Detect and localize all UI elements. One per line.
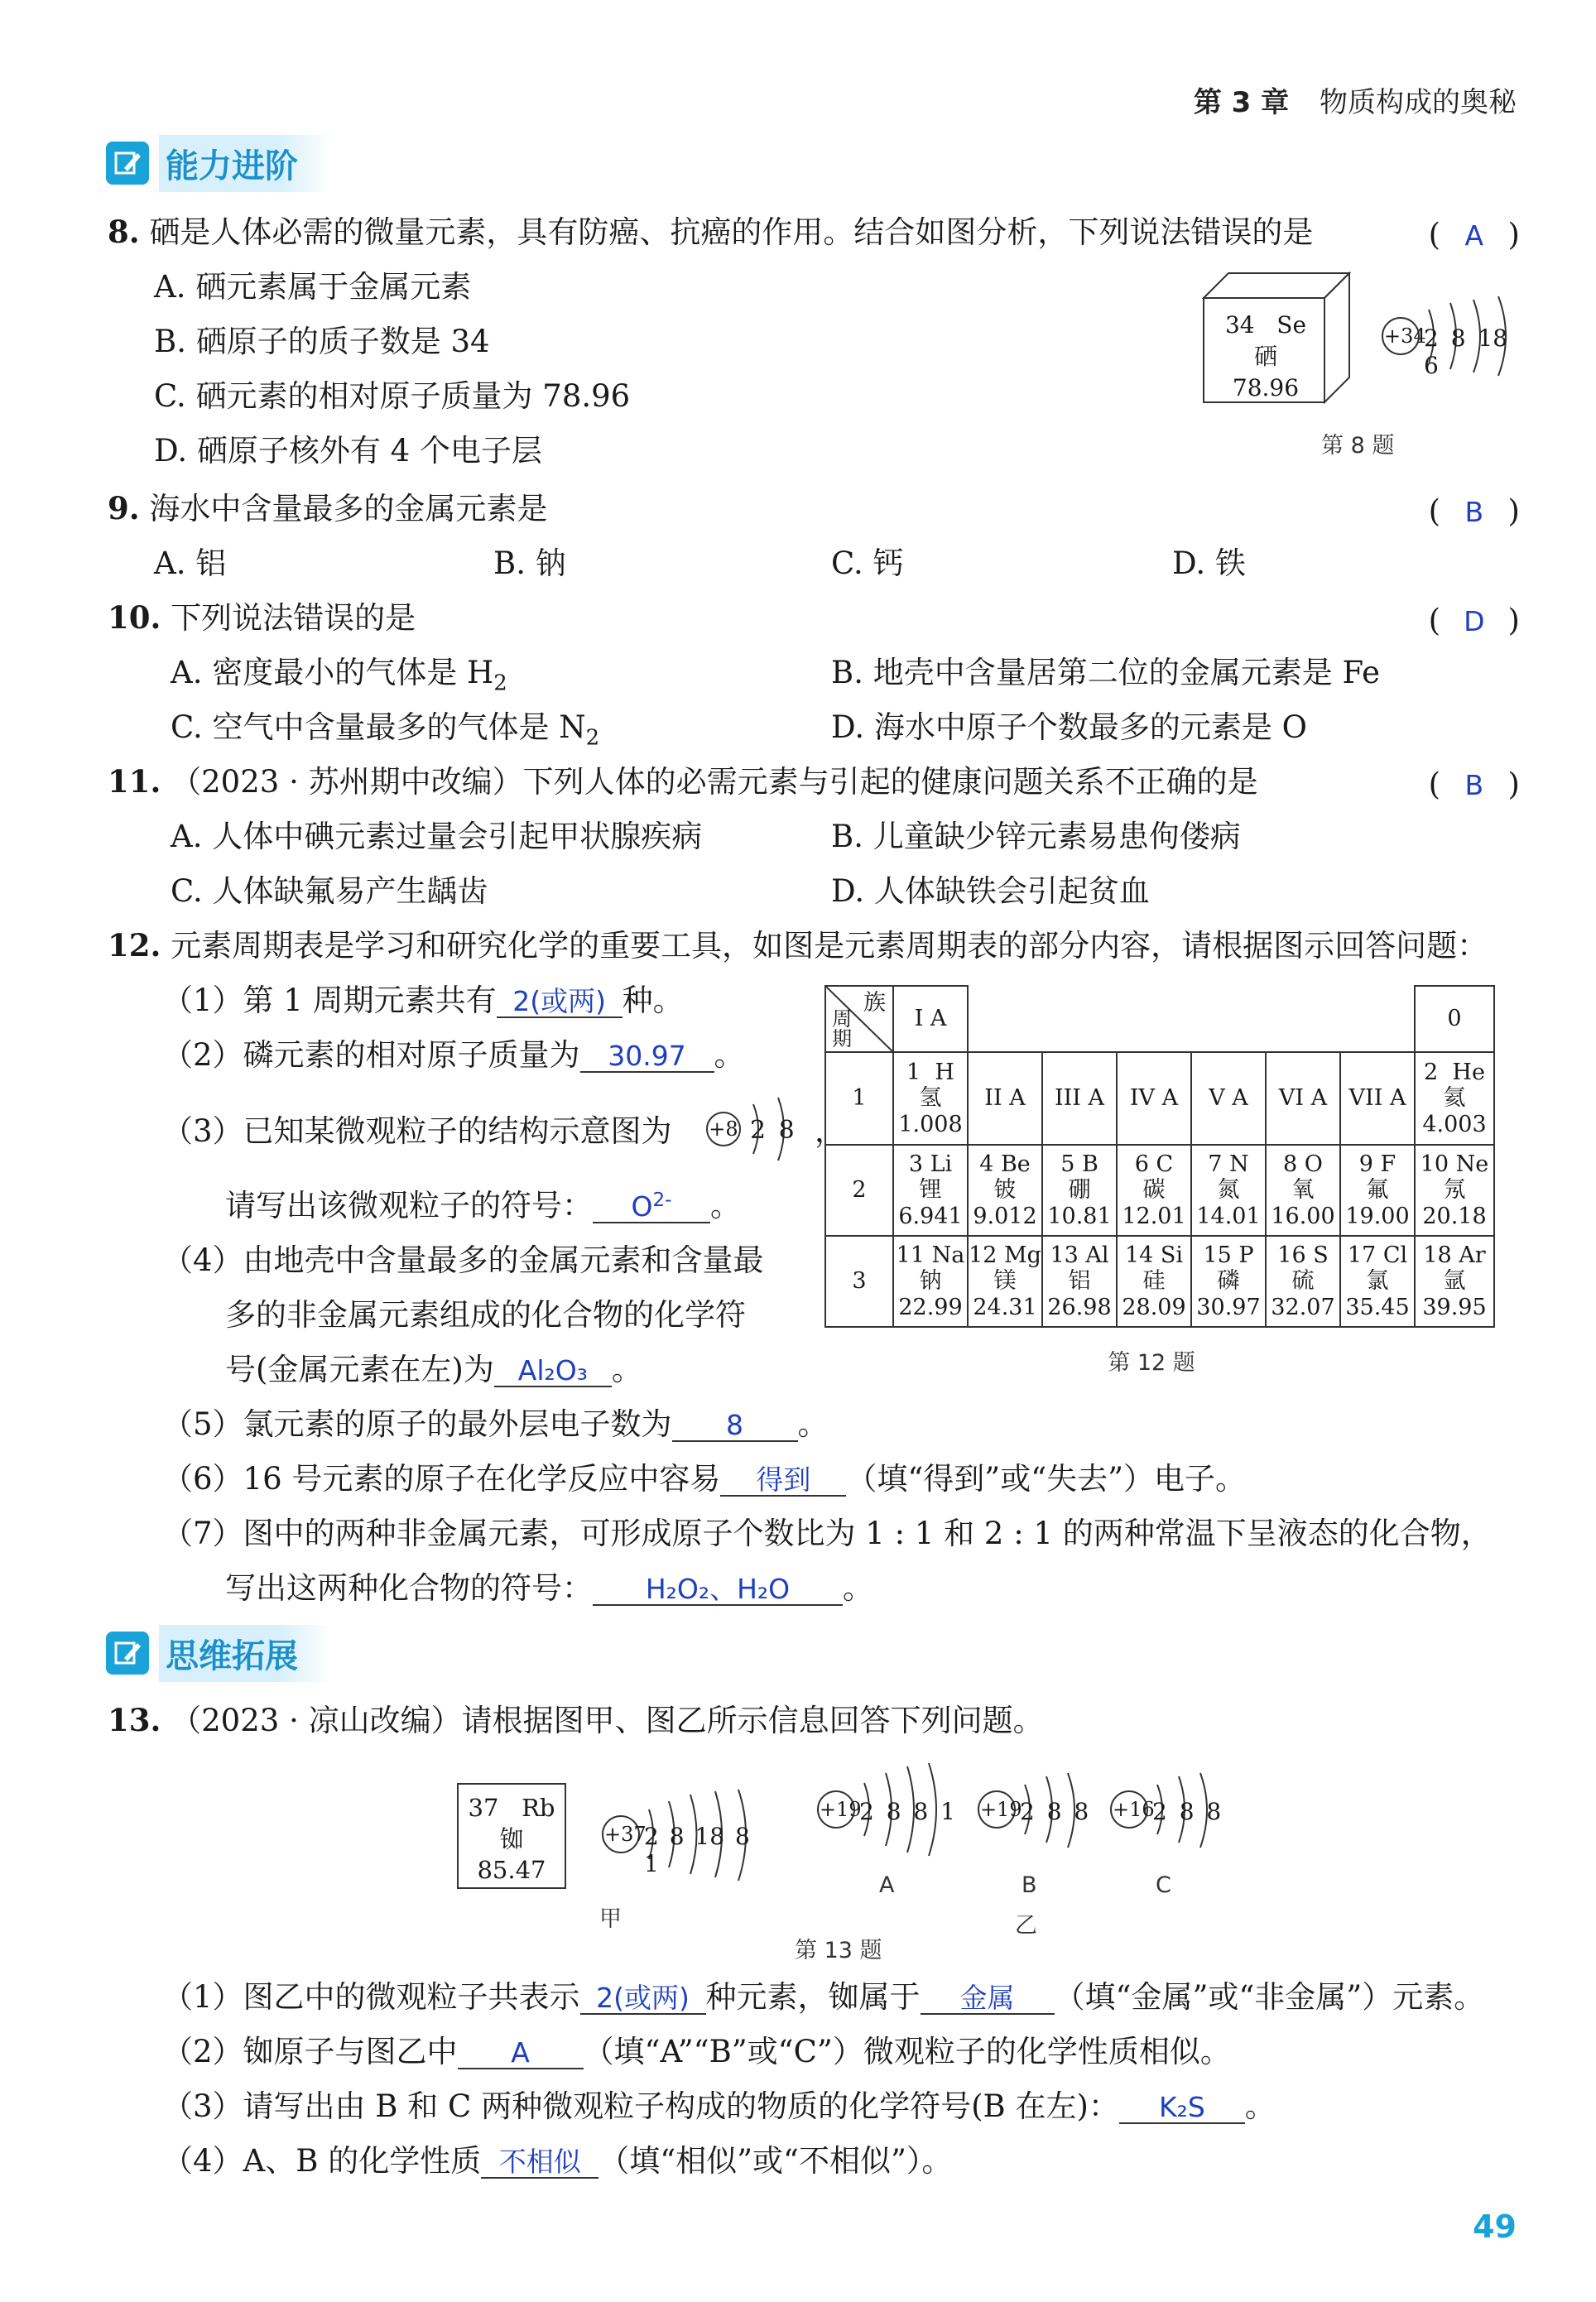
atomic-number: 34 [1224, 311, 1255, 339]
figure-caption: 第 13 题 [795, 1938, 882, 1963]
element-number-symbol: 15 P [1203, 1242, 1254, 1269]
element-mass: 1.008 [898, 1111, 963, 1137]
question-source: （2023 · 苏州期中改编） [171, 764, 523, 800]
question-source: （2023 · 凉山改编） [171, 1703, 462, 1738]
q12-part-5: （5）氯元素的原子的最外层电子数为 8 。 [162, 1406, 829, 1442]
element-number-symbol: 7 N [1208, 1151, 1249, 1178]
nucleus-charge: +8 [709, 1117, 738, 1141]
atomic-mass: 85.47 [477, 1856, 546, 1885]
element-name: 氟 [1366, 1177, 1389, 1204]
q12-part-4-line1: （4）由地壳中含量最多的金属元素和含量最 [162, 1242, 764, 1278]
figure-caption: 第 8 题 [1321, 433, 1395, 459]
period-label: 2 [825, 1145, 893, 1236]
group-header: III A [1042, 1052, 1117, 1145]
element-mass: 9.012 [973, 1203, 1037, 1229]
element-cell-cl [1340, 1236, 1415, 1327]
element-name: 硒 [1253, 342, 1277, 370]
element-mass: 35.45 [1345, 1294, 1410, 1320]
q13-part-1: （1）图乙中的微观粒子共表示 2(或两) 种元素，铷属于 金属 （填“金属”或“非金属”）元素。 [162, 1979, 1485, 2015]
nucleus-charge: +19 [820, 1798, 862, 1821]
particle-label: B [1022, 1872, 1037, 1898]
element-name: 铷 [499, 1824, 524, 1853]
q12-part-7-line1: （7）图中的两种非金属元素，可形成原子个数比为 1 : 1 和 2 : 1 的两种常温下呈液态的化合物， [162, 1516, 1492, 1551]
table-corner: 族 周期 [825, 986, 893, 1052]
question-number: 9. [108, 490, 140, 526]
figure-label-jia: 甲 [599, 1906, 622, 1932]
element-number-symbol: 6 C [1134, 1151, 1174, 1178]
q12-part-4-line2: 多的非金属元素组成的化合物的化学符 [225, 1297, 746, 1333]
punctuation: ， [815, 1113, 845, 1149]
q12-part-4-line3: 号(金属元素在左)为 Al₂O₃ 。 [225, 1352, 642, 1387]
element-name: 硫 [1291, 1268, 1315, 1295]
answer-blank[interactable]: 得到 [720, 1466, 846, 1497]
element-cell-n [1191, 1145, 1266, 1236]
option-c: C. 人体缺氟易产生龋齿 [171, 873, 488, 909]
atomic-mass: 78.96 [1232, 373, 1300, 401]
element-name: 氯 [1366, 1268, 1389, 1295]
answer-paren-8: ( A ) [1428, 217, 1520, 252]
electron-shells: 2 8 18 6 [1424, 324, 1508, 379]
element-mass: 30.97 [1196, 1294, 1261, 1320]
option-b: B. 儿童缺少锌元素易患佝偻病 [831, 819, 1241, 854]
element-name: 氖 [1443, 1177, 1466, 1204]
option-c: C. 钙 [831, 545, 904, 581]
q12-part-1: （1）第 1 周期元素共有 2(或两) 种。 [162, 983, 684, 1018]
question-12 [108, 927, 1488, 964]
option-d: D. 铁 [1172, 545, 1246, 581]
answer-blank[interactable]: H₂O₂、H₂O [593, 1575, 843, 1606]
answer-paren-9: ( B ) [1428, 493, 1520, 529]
option-b: B. 钠 [493, 545, 566, 581]
element-name: 碳 [1142, 1177, 1166, 1204]
answer: D [1464, 605, 1485, 637]
element-number-symbol: 14 Si [1124, 1242, 1184, 1269]
answer-blank[interactable]: K₂S [1119, 2093, 1245, 2124]
element-mass: 28.09 [1122, 1294, 1186, 1320]
question-number: 12. [108, 927, 161, 964]
element-cell-ar [1415, 1236, 1494, 1327]
element-cell-al [1042, 1236, 1117, 1327]
page-number: 49 [1473, 2208, 1517, 2245]
figure-caption: 第 12 题 [1108, 1350, 1195, 1376]
element-name: 氮 [1217, 1177, 1240, 1204]
group-header: IV A [1117, 1052, 1191, 1145]
element-cell-ne [1415, 1145, 1494, 1236]
answer: B [1464, 769, 1484, 801]
q12-part-6: （6）16 号元素的原子在化学反应中容易 得到 （填“得到”或“失去”）电子。 [162, 1461, 1247, 1497]
question-11 [108, 763, 1258, 800]
option-c: C. 硒元素的相对原子质量为 78.96 [154, 378, 631, 414]
question-number: 11. [108, 763, 161, 800]
answer-paren-11: ( B ) [1428, 767, 1520, 802]
selenium-element-cube [1204, 273, 1353, 406]
element-cell-c [1117, 1145, 1191, 1236]
section-thinking [106, 1629, 331, 1677]
option-b: B. 硒原子的质子数是 34 [154, 324, 490, 359]
element-cell-li [893, 1145, 968, 1236]
element-mass: 4.003 [1422, 1111, 1487, 1137]
periodic-table-excerpt [824, 985, 1495, 1377]
group-header: VI A [1266, 1052, 1340, 1145]
element-number-symbol: 4 Be [979, 1151, 1031, 1178]
element-name: 钠 [919, 1268, 942, 1295]
element-number-symbol: 5 B [1060, 1151, 1098, 1178]
element-number-symbol: 9 F [1358, 1151, 1396, 1178]
nucleus-charge: +37 [604, 1823, 647, 1846]
answer-blank[interactable]: $O^{2-}$ [593, 1190, 710, 1223]
option-d: D. 人体缺铁会引起贫血 [831, 873, 1150, 909]
element-name: 氦 [1443, 1085, 1466, 1112]
element-mass: 32.07 [1271, 1294, 1335, 1320]
element-cell-mg [968, 1236, 1042, 1327]
element-name: 硼 [1068, 1177, 1091, 1204]
q12-part-7-line2: 写出这两种化合物的符号： H₂O₂、H₂O 。 [225, 1570, 873, 1606]
element-number-symbol: 2 He [1424, 1060, 1485, 1086]
element-number-symbol: 16 S [1277, 1242, 1329, 1269]
element-number-symbol: 1 H [906, 1060, 954, 1086]
particle-b-structure [977, 1771, 1101, 1862]
element-number-symbol: 10 Ne [1420, 1151, 1489, 1178]
element-number-symbol: 3 Li [908, 1151, 953, 1178]
section-title: 能力进阶 [159, 135, 331, 192]
question-stem: 下列说法错误的是 [171, 600, 416, 636]
q13-part-4: （4）A、B 的化学性质 不相似 （填“相似”或“不相似”）。 [162, 2143, 953, 2179]
answer: A [1464, 219, 1484, 252]
electron-shells: 2 8 8 [1152, 1798, 1222, 1825]
particle-a-structure [816, 1761, 965, 1861]
table-gap [968, 986, 1415, 1052]
answer-blank[interactable]: 2(或两) [580, 1984, 706, 2015]
question-13 [108, 1702, 1044, 1738]
nucleus-charge: +34 [1384, 324, 1426, 348]
particle-label: A [879, 1872, 895, 1898]
element-name: 锂 [919, 1177, 942, 1204]
element-number-symbol: 8 O [1283, 1151, 1323, 1178]
question-10 [108, 599, 416, 636]
q12-part-3: （3）已知某微观粒子的结构示意图为 [162, 1113, 672, 1149]
option-a: A. 铝 [154, 545, 227, 581]
element-mass: 20.18 [1422, 1203, 1487, 1229]
particle-c-structure [1109, 1771, 1233, 1862]
group-header: 0 [1415, 986, 1494, 1052]
option-b: B. 地壳中含量居第二位的金属元素是 Fe [831, 655, 1381, 690]
element-cell-s [1266, 1236, 1340, 1327]
element-name: 硅 [1142, 1268, 1166, 1295]
element-mass: 6.941 [898, 1203, 963, 1229]
element-number-symbol: 12 Mg [969, 1242, 1041, 1269]
q12-part-2: （2）磷元素的相对原子质量为 30.97 。 [162, 1037, 745, 1073]
option-a: A. 密度最小的气体是 $H_2$ [171, 655, 507, 696]
element-mass: 16.00 [1271, 1203, 1335, 1229]
element-name: 铍 [993, 1177, 1017, 1204]
nucleus-charge: +16 [1113, 1798, 1155, 1821]
answer-blank[interactable]: 30.97 [580, 1042, 714, 1073]
element-mass: 22.99 [898, 1294, 963, 1320]
answer-blank[interactable]: A [458, 2039, 584, 2069]
q13-part-3: （3）请写出由 B 和 C 两种微观粒子构成的物质的化学符号(B 在左)： K₂S 。 [162, 2088, 1276, 2124]
answer-blank[interactable]: 8 [672, 1411, 798, 1442]
nucleus-charge: +19 [980, 1798, 1022, 1821]
question-stem: 海水中含量最多的金属元素是 [149, 491, 548, 526]
group-header: II A [968, 1052, 1042, 1145]
pencil-icon [106, 142, 149, 185]
element-name: 镁 [993, 1268, 1017, 1295]
period-label: 3 [825, 1236, 893, 1327]
period-label: 1 [825, 1052, 893, 1145]
question-8 [108, 214, 1314, 250]
rubidium-atom-structure [601, 1788, 767, 1887]
question-stem: 下列人体的必需元素与引起的健康问题关系不正确的是 [522, 764, 1258, 800]
element-name: 氧 [1291, 1177, 1315, 1204]
figure-label-yi: 乙 [1015, 1913, 1037, 1939]
answer-paren-10: ( D ) [1428, 603, 1520, 638]
option-d: D. 硒原子核外有 4 个电子层 [154, 433, 542, 469]
electron-shells: 2 8 8 [1020, 1798, 1089, 1825]
answer-blank[interactable]: 金属 [921, 1984, 1055, 2015]
element-mass: 14.01 [1196, 1203, 1261, 1229]
question-stem: 硒是人体必需的微量元素，具有防癌、抗癌的作用。结合如图分析，下列说法错误的是 [149, 214, 1314, 250]
q13-part-2: （2）铷原子与图乙中 A （填“A”“B”或“C”）微观粒子的化学性质相似。 [162, 2034, 1231, 2069]
element-symbol: Rb [522, 1794, 555, 1822]
question-stem: 元素周期表是学习和研究化学的重要工具，如图是元素周期表的部分内容，请根据图示回答问题： [171, 928, 1488, 964]
chapter-title: 物质构成的奥秘 [1320, 86, 1517, 119]
electron-shells: 2 8 [750, 1116, 795, 1145]
option-a: A. 硒元素属于金属元素 [154, 269, 472, 305]
chapter-number: 第 3 章 [1193, 86, 1290, 119]
element-cell-b [1042, 1145, 1117, 1236]
electron-shells: 2 8 8 1 [859, 1798, 955, 1825]
element-mass: 10.81 [1047, 1203, 1112, 1229]
question-number: 13. [108, 1702, 161, 1738]
element-mass: 12.01 [1122, 1203, 1186, 1229]
section-ability [106, 139, 331, 187]
question-stem: 请根据图甲、图乙所示信息回答下列问题。 [461, 1703, 1044, 1738]
element-mass: 39.95 [1422, 1294, 1487, 1320]
element-cell-o [1266, 1145, 1340, 1236]
answer: B [1464, 496, 1484, 528]
group-header: VII A [1340, 1052, 1415, 1145]
element-name: 磷 [1217, 1268, 1240, 1295]
particle-label: C [1156, 1872, 1171, 1898]
answer-blank[interactable]: Al₂O₃ [494, 1357, 612, 1387]
element-mass: 26.98 [1047, 1294, 1112, 1320]
element-cell-be [968, 1145, 1042, 1236]
question-number: 10. [108, 599, 161, 636]
element-symbol: Se [1276, 311, 1307, 339]
element-name: 氩 [1443, 1268, 1466, 1295]
option-a: A. 人体中碘元素过量会引起甲状腺疾病 [171, 819, 703, 854]
page-header [1194, 79, 1517, 120]
option-c: C. 空气中含量最多的气体是 $N_2$ [171, 709, 600, 751]
element-cell-f [1340, 1145, 1415, 1236]
element-mass: 24.31 [973, 1294, 1037, 1320]
element-cell-he [1415, 1052, 1494, 1145]
element-mass: 19.00 [1345, 1203, 1410, 1229]
selenium-atom-structure [1381, 295, 1530, 386]
element-number-symbol: 18 Ar [1423, 1242, 1486, 1269]
question-number: 8. [108, 214, 140, 250]
group-header: V A [1191, 1052, 1266, 1145]
option-d: D. 海水中原子个数最多的元素是 O [831, 709, 1307, 745]
answer-blank[interactable]: 不相似 [481, 2148, 598, 2179]
answer-blank[interactable]: 2(或两) [497, 988, 623, 1018]
group-header: I A [893, 986, 968, 1052]
element-name: 氢 [919, 1085, 942, 1112]
atomic-number: 37 [468, 1794, 499, 1822]
element-cell-na [893, 1236, 968, 1327]
element-cell-si [1117, 1236, 1191, 1327]
electron-shells: 2 8 18 8 1 [644, 1823, 750, 1877]
element-cell-p [1191, 1236, 1266, 1327]
element-cell-h [893, 1052, 968, 1145]
oxygen-ion-structure [705, 1091, 811, 1167]
question-9 [108, 490, 548, 526]
rubidium-element-box [457, 1783, 566, 1889]
element-number-symbol: 11 Na [896, 1242, 965, 1269]
element-name: 铝 [1068, 1268, 1091, 1295]
element-number-symbol: 17 Cl [1347, 1242, 1408, 1269]
section-title: 思维拓展 [159, 1625, 331, 1682]
element-number-symbol: 13 Al [1050, 1242, 1109, 1269]
pencil-icon [106, 1632, 149, 1675]
q12-part-3b: 请写出该微观粒子的符号： $O^{2-}$ 。 [225, 1188, 741, 1223]
